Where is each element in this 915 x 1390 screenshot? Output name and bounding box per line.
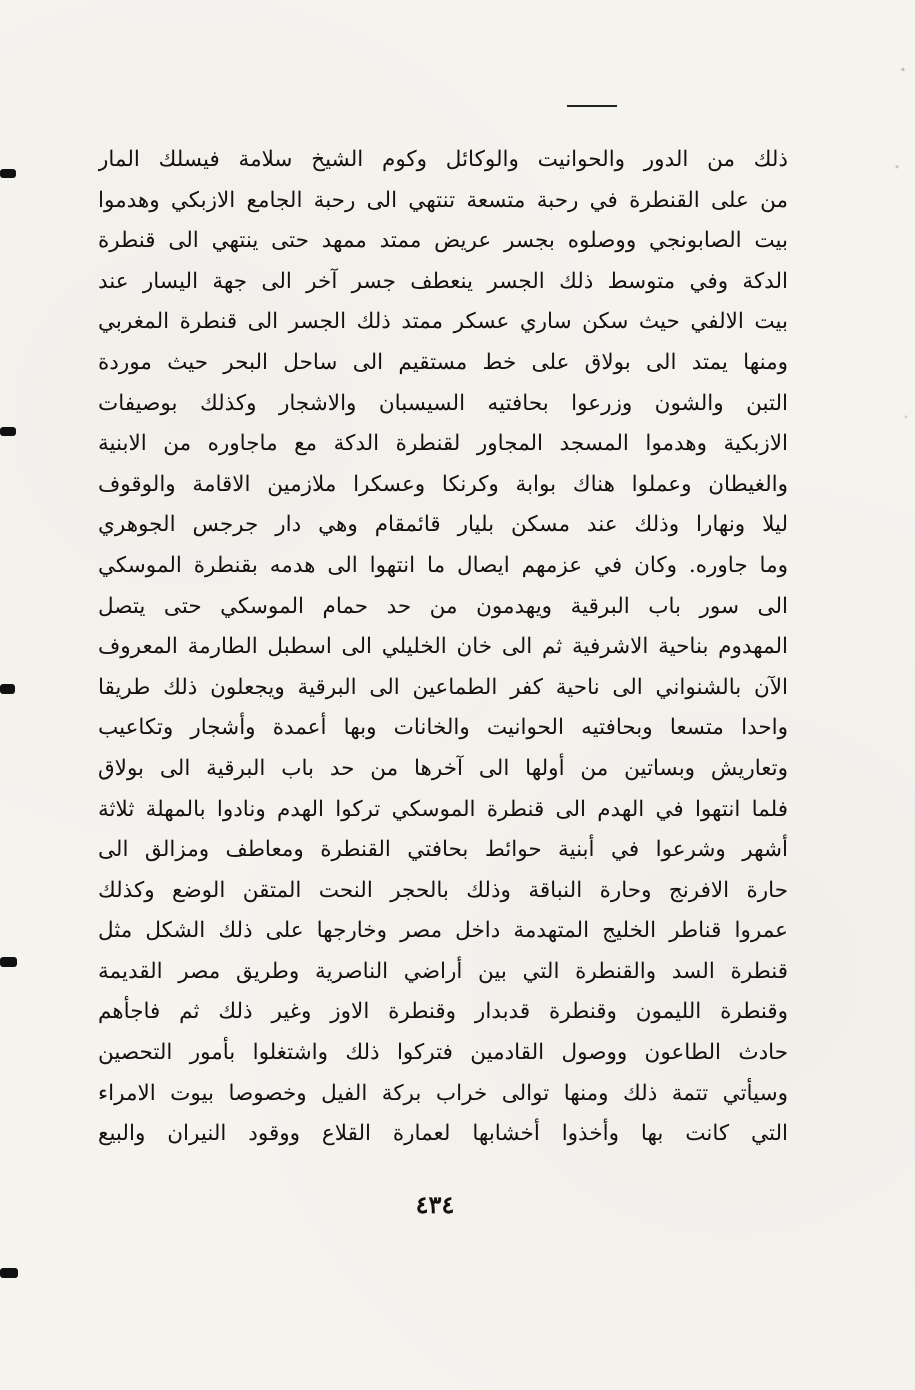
- binding-hole-mark: [0, 1268, 18, 1278]
- text-line: ومنها يمتد الى بولاق على خط مستقيم الى ساحل البحر حيث موردة: [98, 349, 788, 375]
- text-line: وسيأتي تتمة ذلك ومنها توالى خراب بركة الفيل وخصوصا بيوت الامراء: [98, 1080, 788, 1106]
- text-line: حارة الافرنج وحارة النباقة وذلك بالحجر النحت المتقن الوضع وكذلك: [98, 877, 788, 903]
- text-line: واحدا متسعا وبحافتيه الحوانيت والخانات وبها أعمدة وأشجار وتكاعيب: [98, 715, 788, 741]
- text-line: فلما انتهوا في الهدم الى قنطرة الموسكي تركوا الهدم ونادوا بالمهلة ثلاثة: [98, 796, 788, 822]
- text-line: والغيطان وعملوا هناك بوابة وكرنكا وعسكرا ملازمين الاقامة والوقوف: [98, 471, 788, 497]
- binding-hole-mark: [0, 427, 16, 436]
- text-line: ذلك من الدور والحوانيت والوكائل وكوم الشيخ سلامة فيسلك المار: [98, 147, 788, 172]
- binding-hole-mark: [0, 957, 17, 967]
- text-line: الى سور باب البرقية ويهدمون من حد حمام الموسكي حتى يتصل: [98, 593, 788, 619]
- text-line: وقنطرة الليمون وقنطرة قدبدار وقنطرة الاوز وغير ذلك ثم فاجأهم: [98, 999, 788, 1025]
- text-line: عمروا قناطر الخليج المتهدمة داخل مصر وخارجها على ذلك الشكل مثل: [98, 918, 788, 944]
- text-line: الدكة وفي متوسط ذلك الجسر ينعطف جسر آخر الى جهة اليسار عند: [98, 268, 788, 294]
- page-number: ٤٣٤: [415, 1190, 455, 1219]
- binding-hole-mark: [0, 684, 15, 694]
- text-line: المهدوم بناحية الاشرفية ثم الى خان الخليلي الى اسطبل الطارمة المعروف: [98, 634, 788, 660]
- text-line: بيت الصابونجي ووصلوه بجسر عريض ممتد ممهد حتى ينتهي الى قنطرة: [98, 228, 788, 254]
- binding-hole-mark: [0, 169, 16, 178]
- text-line: حادث الطاعون ووصول القادمين فتركوا ذلك واشتغلوا بأمور التحصين: [98, 1040, 788, 1066]
- text-line: الازبكية وهدموا المسجد المجاور لقنطرة الدكة مع ماجاوره من الابنية: [98, 431, 788, 457]
- text-line: بيت الالفي حيث سكن ساري عسكر ممتد ذلك الجسر الى قنطرة المغربي: [98, 309, 788, 335]
- text-line: التي كانت بها وأخذوا أخشابها لعمارة القلاع ووقود النيران والبيع: [98, 1121, 788, 1147]
- text-line: ليلا ونهارا وذلك عند مسكن بليار قائمقام وهي دار جرجس الجوهري: [98, 512, 788, 538]
- text-line: من على القنطرة في رحبة متسعة تنتهي الى رحبة الجامع الازبكي وهدموا: [98, 187, 788, 213]
- body-text: [98, 140, 788, 1155]
- header-rule: [567, 105, 617, 107]
- text-line: الآن بالشنواني الى ناحية كفر الطماعين الى البرقية ويجعلون ذلك طريقا: [98, 674, 788, 700]
- scan-edge-noise: [885, 0, 915, 1390]
- text-line: قنطرة السد والقنطرة التي بين أراضي الناصرية وطريق مصر القديمة: [98, 958, 788, 984]
- text-line: أشهر وشرعوا في أبنية حوائط بحافتي القنطرة ومعاطف ومزالق الى: [98, 837, 788, 863]
- text-line: التبن والشون وزرعوا بحافتيه السيسبان والاشجار وكذلك بوصيفات: [98, 390, 788, 416]
- text-line: وما جاوره. وكان في عزمهم ايصال ما انتهوا الى هدمه بقنطرة الموسكي: [98, 552, 788, 578]
- text-line: وتعاريش وبساتين من أولها الى آخرها من حد باب البرقية الى بولاق: [98, 755, 788, 781]
